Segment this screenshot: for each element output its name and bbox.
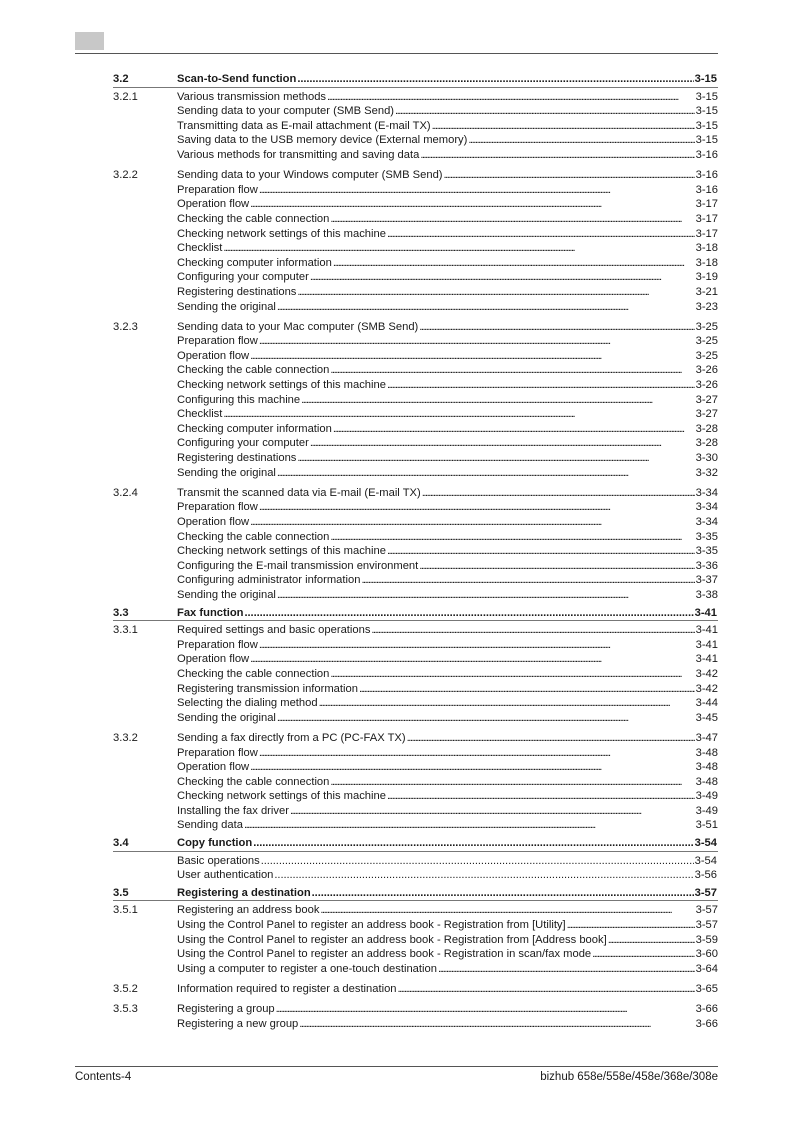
- dot-leader: [319, 696, 695, 711]
- subsection: [113, 903, 718, 982]
- major-section: [113, 886, 718, 902]
- page-number: 3-65: [695, 983, 718, 995]
- page-number: 3-23: [695, 300, 718, 313]
- section-number: 3.2.1: [113, 90, 138, 103]
- dot-leader: [277, 711, 695, 726]
- toc-entry[interactable]: [113, 933, 718, 948]
- subsection: [113, 168, 718, 320]
- section-number: 3.2: [113, 73, 129, 85]
- page-number: 3-38: [695, 588, 718, 601]
- toc-entry[interactable]: [113, 544, 718, 559]
- section-number: 3.5: [113, 886, 129, 899]
- dot-leader: [398, 982, 695, 997]
- toc-entry[interactable]: [113, 256, 718, 271]
- toc-entry[interactable]: [113, 486, 718, 501]
- page-number: 3-16: [695, 183, 718, 196]
- entry-title: Transmit the scanned data via E-mail (E-mail TX): [177, 486, 421, 499]
- entry-title: Using a computer to register a one-touch destination: [177, 962, 437, 975]
- dot-leader: [422, 486, 695, 501]
- toc-entry[interactable]: [113, 197, 718, 212]
- entry-title: Registering a group: [177, 1003, 275, 1016]
- dot-leader: [432, 119, 695, 134]
- toc-entry[interactable]: [113, 500, 718, 515]
- toc-entry[interactable]: [113, 515, 718, 530]
- entry-title: Checklist: [177, 408, 223, 421]
- major-section-rule: [113, 620, 718, 621]
- toc-entry[interactable]: [113, 667, 718, 682]
- major-section-rule: [113, 900, 718, 901]
- dot-leader: [274, 868, 693, 883]
- page-number: 3-15: [695, 134, 718, 147]
- entry-title: Registering an address book: [177, 904, 320, 917]
- dot-leader: [244, 818, 695, 833]
- entry-title: Operation flow: [177, 349, 250, 362]
- toc-entry[interactable]: [113, 982, 718, 997]
- major-section: [113, 836, 718, 883]
- toc-entry[interactable]: [113, 886, 718, 901]
- page-number: 3-25: [695, 349, 718, 362]
- page-number: 3-25: [695, 335, 718, 348]
- page-number: 3-59: [695, 933, 718, 946]
- page-number: 3-66: [695, 1017, 718, 1030]
- entry-title: Fax function: [177, 606, 244, 619]
- toc-entry[interactable]: [113, 947, 718, 962]
- page-number: 3-32: [695, 466, 718, 479]
- entry-title: Preparation flow: [177, 335, 258, 348]
- toc-entry[interactable]: [113, 436, 718, 451]
- dot-leader: [310, 270, 695, 285]
- dot-leader: [359, 682, 695, 697]
- dot-leader: [330, 212, 694, 227]
- entry-title: Various methods for transmitting and saving data: [177, 148, 420, 161]
- page-number: 3-17: [695, 198, 718, 211]
- dot-leader: [592, 947, 694, 962]
- toc-entry[interactable]: [113, 119, 718, 134]
- dot-leader: [567, 918, 695, 933]
- dot-leader: [301, 393, 694, 408]
- toc-entry[interactable]: [113, 422, 718, 437]
- toc-entry[interactable]: [113, 731, 718, 746]
- dot-leader: [419, 320, 694, 335]
- page-number: 3-34: [695, 486, 718, 499]
- dot-leader: [250, 515, 694, 530]
- section-number: 3.2.2: [113, 169, 138, 182]
- page-number: 3-37: [695, 574, 718, 587]
- page-number: 3-35: [695, 530, 718, 543]
- page-number: 3-18: [695, 242, 718, 255]
- entry-title: Checking the cable connection: [177, 667, 330, 680]
- toc-entry[interactable]: [113, 393, 718, 408]
- subsection: [113, 731, 718, 833]
- section-number: 3.4: [113, 837, 129, 850]
- section-number: 3.5.2: [113, 983, 138, 995]
- toc-entry[interactable]: [113, 1017, 718, 1032]
- major-section: [113, 606, 718, 622]
- entry-title: Configuring administrator information: [177, 574, 361, 587]
- entry-title: Checklist: [177, 242, 223, 255]
- entry-title: Checking network settings of this machine: [177, 227, 386, 240]
- page-number: 3-54: [694, 837, 717, 850]
- entry-title: Basic operations: [177, 854, 260, 867]
- entry-title: Checking the cable connection: [177, 212, 330, 225]
- page-number: 3-44: [695, 697, 718, 710]
- toc-entry[interactable]: [113, 285, 718, 300]
- dot-leader: [277, 466, 695, 481]
- entry-title: Registering a new group: [177, 1017, 299, 1030]
- dot-leader: [223, 241, 694, 256]
- entry-title: Using the Control Panel to register an address book - Registration in scan/fax mode: [177, 948, 592, 961]
- page-number: 3-15: [694, 73, 717, 85]
- toc-entry[interactable]: [113, 789, 718, 804]
- entry-title: Transmitting data as E-mail attachment (E-mail TX): [177, 119, 431, 132]
- subsection: [113, 486, 718, 603]
- toc-entry[interactable]: [113, 363, 718, 378]
- dot-leader: [250, 760, 694, 775]
- toc-entry[interactable]: [113, 148, 718, 163]
- page-number: 3-15: [695, 105, 718, 118]
- toc-entry[interactable]: [113, 606, 718, 621]
- page-number: 3-25: [695, 320, 718, 333]
- page-number: 3-41: [695, 638, 718, 651]
- table-of-contents: [113, 72, 718, 1031]
- entry-title: Various transmission methods: [177, 90, 327, 103]
- page-number: 3-18: [695, 256, 718, 269]
- section-number: 3.3: [113, 606, 129, 619]
- section-number: 3.3.1: [113, 624, 138, 637]
- page-number: 3-49: [695, 804, 718, 817]
- toc-entry[interactable]: [113, 72, 718, 87]
- page-number: 3-28: [695, 437, 718, 450]
- dot-leader: [297, 285, 694, 300]
- toc-entry[interactable]: [113, 804, 718, 819]
- toc-entry[interactable]: [113, 133, 718, 148]
- dot-leader: [387, 789, 695, 804]
- page-number: 3-57: [695, 919, 718, 932]
- page-number: 3-30: [695, 452, 718, 465]
- dot-leader: [420, 148, 694, 163]
- dot-leader: [310, 436, 695, 451]
- entry-title: Operation flow: [177, 761, 250, 774]
- dot-leader: [395, 104, 695, 119]
- entry-title: Checking network settings of this machine: [177, 545, 386, 558]
- entry-title: Copy function: [177, 837, 253, 850]
- entry-title: Using the Control Panel to register an address book - Registration from [Utility]: [177, 919, 566, 932]
- page-number: 3-17: [695, 212, 718, 225]
- toc-entry[interactable]: [113, 573, 718, 588]
- page-number: 3-36: [695, 559, 718, 572]
- toc-entry[interactable]: [113, 696, 718, 711]
- page-number: 3-17: [695, 227, 718, 240]
- page-number: 3-57: [694, 886, 717, 899]
- page-number: 3-15: [695, 90, 718, 103]
- entry-title: Using the Control Panel to register an address book - Registration from [Address book]: [177, 933, 607, 946]
- toc-entry[interactable]: [113, 241, 718, 256]
- dot-leader: [276, 1002, 695, 1017]
- dot-leader: [245, 606, 694, 621]
- entry-title: Configuring your computer: [177, 271, 309, 284]
- dot-leader: [277, 300, 695, 315]
- entry-title: Preparation flow: [177, 183, 258, 196]
- toc-entry[interactable]: [113, 378, 718, 393]
- entry-title: Checking the cable connection: [177, 364, 330, 377]
- entry-title: Preparation flow: [177, 638, 258, 651]
- toc-entry[interactable]: [113, 183, 718, 198]
- toc-entry[interactable]: [113, 903, 718, 918]
- page-number: 3-16: [695, 148, 718, 161]
- entry-title: Registering destinations: [177, 452, 297, 465]
- dot-leader: [387, 544, 695, 559]
- page-number: 3-41: [695, 624, 718, 637]
- subsection: [113, 320, 718, 486]
- page-number: 3-26: [695, 364, 718, 377]
- entry-title: Operation flow: [177, 198, 250, 211]
- entry-title: Preparation flow: [177, 501, 258, 514]
- dot-leader: [290, 804, 695, 819]
- toc-entry[interactable]: [113, 90, 718, 105]
- page-number: 3-26: [695, 379, 718, 392]
- subsection: [113, 90, 718, 169]
- dot-leader: [330, 530, 694, 545]
- entry-title: Sending data to your computer (SMB Send): [177, 105, 395, 118]
- entry-title: Configuring the E-mail transmission environment: [177, 559, 419, 572]
- toc-entry[interactable]: [113, 300, 718, 315]
- dot-leader: [419, 559, 694, 574]
- page-number: 3-66: [695, 1003, 718, 1016]
- toc-entry[interactable]: [113, 818, 718, 833]
- toc-entry[interactable]: [113, 270, 718, 285]
- page-number: 3-21: [695, 285, 718, 298]
- toc-entry[interactable]: [113, 349, 718, 364]
- toc-entry[interactable]: [113, 212, 718, 227]
- entry-title: Checking network settings of this machine: [177, 790, 386, 803]
- dot-leader: [250, 349, 694, 364]
- toc-entry[interactable]: [113, 1002, 718, 1017]
- entry-title: Configuring this machine: [177, 393, 301, 406]
- entry-title: Sending the original: [177, 300, 276, 313]
- subsection: [113, 1002, 718, 1031]
- page-number: 3-42: [695, 682, 718, 695]
- dot-leader: [608, 933, 695, 948]
- page-number: 3-57: [695, 904, 718, 917]
- entry-title: Operation flow: [177, 516, 250, 528]
- entry-title: Operation flow: [177, 653, 250, 666]
- header-rule: [75, 53, 718, 54]
- dot-leader: [253, 836, 693, 851]
- toc-entry[interactable]: [113, 334, 718, 349]
- entry-title: Sending a fax directly from a PC (PC-FAX TX): [177, 731, 406, 744]
- page-number: 3-15: [695, 119, 718, 132]
- toc-entry[interactable]: [113, 746, 718, 761]
- major-section-rule: [113, 87, 718, 88]
- dot-leader: [250, 197, 694, 212]
- section-number: 3.2.3: [113, 320, 138, 333]
- dot-leader: [330, 363, 694, 378]
- toc-entry[interactable]: [113, 104, 718, 119]
- subsection: [113, 623, 718, 731]
- entry-title: Sending data: [177, 819, 243, 832]
- toc-entry[interactable]: [113, 962, 718, 977]
- page-number: 3-51: [695, 819, 718, 832]
- page-number: 3-48: [695, 746, 718, 759]
- dot-leader: [259, 334, 695, 349]
- subsection: [113, 982, 718, 1002]
- dot-leader: [330, 667, 694, 682]
- toc-entry[interactable]: [113, 868, 718, 883]
- page-number: 3-34: [695, 516, 718, 528]
- toc-entry[interactable]: [113, 588, 718, 603]
- dot-leader: [259, 500, 695, 515]
- entry-title: Configuring your computer: [177, 437, 309, 450]
- toc-entry[interactable]: [113, 711, 718, 726]
- toc-entry[interactable]: [113, 407, 718, 422]
- entry-title: Sending data to your Windows computer (SMB Send): [177, 169, 443, 182]
- toc-entry[interactable]: [113, 682, 718, 697]
- dot-leader: [371, 623, 694, 638]
- dot-leader: [333, 422, 695, 437]
- page-number: 3-34: [695, 501, 718, 514]
- entry-title: Checking the cable connection: [177, 530, 330, 543]
- entry-title: Sending the original: [177, 588, 276, 601]
- page-number: 3-56: [694, 869, 717, 882]
- toc-entry[interactable]: [113, 623, 718, 638]
- major-section: [113, 72, 718, 88]
- dot-leader: [259, 746, 695, 761]
- entry-title: Checking computer information: [177, 256, 332, 269]
- page-number: 3-45: [695, 711, 718, 724]
- page-number: 3-64: [695, 962, 718, 975]
- page-number: 3-48: [695, 775, 718, 788]
- entry-title: Sending the original: [177, 466, 276, 479]
- page-number: 3-16: [695, 169, 718, 182]
- dot-leader: [277, 588, 695, 603]
- toc-entry[interactable]: [113, 168, 718, 183]
- page-number: 3-19: [695, 271, 718, 284]
- toc-entry[interactable]: [113, 918, 718, 933]
- toc-entry[interactable]: [113, 451, 718, 466]
- entry-title: User authentication: [177, 869, 274, 882]
- page-number: 3-41: [694, 606, 717, 619]
- dot-leader: [259, 638, 695, 653]
- page-tab-marker: [75, 32, 104, 50]
- entry-title: Checking computer information: [177, 422, 332, 435]
- dot-leader: [468, 133, 694, 148]
- toc-entry[interactable]: [113, 836, 718, 851]
- page-number: 3-49: [695, 790, 718, 803]
- page-number: 3-28: [695, 422, 718, 435]
- page-number: 3-54: [694, 854, 717, 867]
- entry-title: Checking network settings of this machine: [177, 379, 386, 392]
- dot-leader: [387, 227, 695, 242]
- dot-leader: [250, 652, 694, 667]
- page-number: 3-47: [695, 731, 718, 744]
- toc-entry[interactable]: [113, 760, 718, 775]
- dot-leader: [259, 183, 695, 198]
- footer-model-label: bizhub 658e/558e/458e/368e/308e: [540, 1071, 718, 1083]
- dot-leader: [312, 886, 694, 901]
- entry-title: Sending the original: [177, 711, 276, 724]
- dot-leader: [407, 731, 695, 746]
- dot-leader: [444, 168, 695, 183]
- page-number: 3-27: [695, 408, 718, 421]
- toc-entry[interactable]: [113, 652, 718, 667]
- dot-leader: [361, 573, 694, 588]
- entry-title: Registering a destination: [177, 886, 311, 899]
- entry-title: Sending data to your Mac computer (SMB Send): [177, 320, 419, 333]
- entry-title: Selecting the dialing method: [177, 697, 318, 710]
- entry-title: Saving data to the USB memory device (External memory): [177, 134, 468, 147]
- dot-leader: [327, 90, 695, 105]
- toc-entry[interactable]: [113, 854, 718, 869]
- dot-leader: [299, 1017, 694, 1032]
- section-number: 3.5.3: [113, 1003, 138, 1016]
- dot-leader: [297, 451, 694, 466]
- dot-leader: [438, 962, 695, 977]
- footer-page-label: Contents-4: [75, 1071, 132, 1083]
- dot-leader: [333, 256, 695, 271]
- dot-leader: [261, 854, 694, 869]
- entry-title: Scan-to-Send function: [177, 73, 297, 85]
- toc-entry[interactable]: [113, 775, 718, 790]
- toc-entry[interactable]: [113, 227, 718, 242]
- toc-entry[interactable]: [113, 320, 718, 335]
- page-number: 3-42: [695, 667, 718, 680]
- page-number: 3-41: [695, 653, 718, 666]
- section-number: 3.5.1: [113, 904, 138, 917]
- dot-leader: [223, 407, 694, 422]
- entry-title: Information required to register a destination: [177, 983, 397, 995]
- entry-title: Checking the cable connection: [177, 775, 330, 788]
- page-number: 3-27: [695, 393, 718, 406]
- dot-leader: [320, 903, 694, 918]
- section-number: 3.3.2: [113, 731, 138, 744]
- major-section-rule: [113, 851, 718, 852]
- entry-title: Preparation flow: [177, 746, 258, 759]
- entry-title: Registering destinations: [177, 285, 297, 298]
- page-number: 3-60: [695, 948, 718, 961]
- toc-entry[interactable]: [113, 466, 718, 481]
- entry-title: Required settings and basic operations: [177, 624, 371, 637]
- toc-entry[interactable]: [113, 559, 718, 574]
- page-number: 3-48: [695, 761, 718, 774]
- toc-entry[interactable]: [113, 638, 718, 653]
- dot-leader: [330, 775, 694, 790]
- entry-title: Installing the fax driver: [177, 804, 289, 817]
- section-number: 3.2.4: [113, 486, 138, 499]
- footer-rule: [75, 1066, 718, 1067]
- entry-title: Registering transmission information: [177, 682, 358, 695]
- toc-entry[interactable]: [113, 530, 718, 545]
- page-number: 3-35: [695, 545, 718, 558]
- dot-leader: [297, 72, 693, 87]
- dot-leader: [387, 378, 695, 393]
